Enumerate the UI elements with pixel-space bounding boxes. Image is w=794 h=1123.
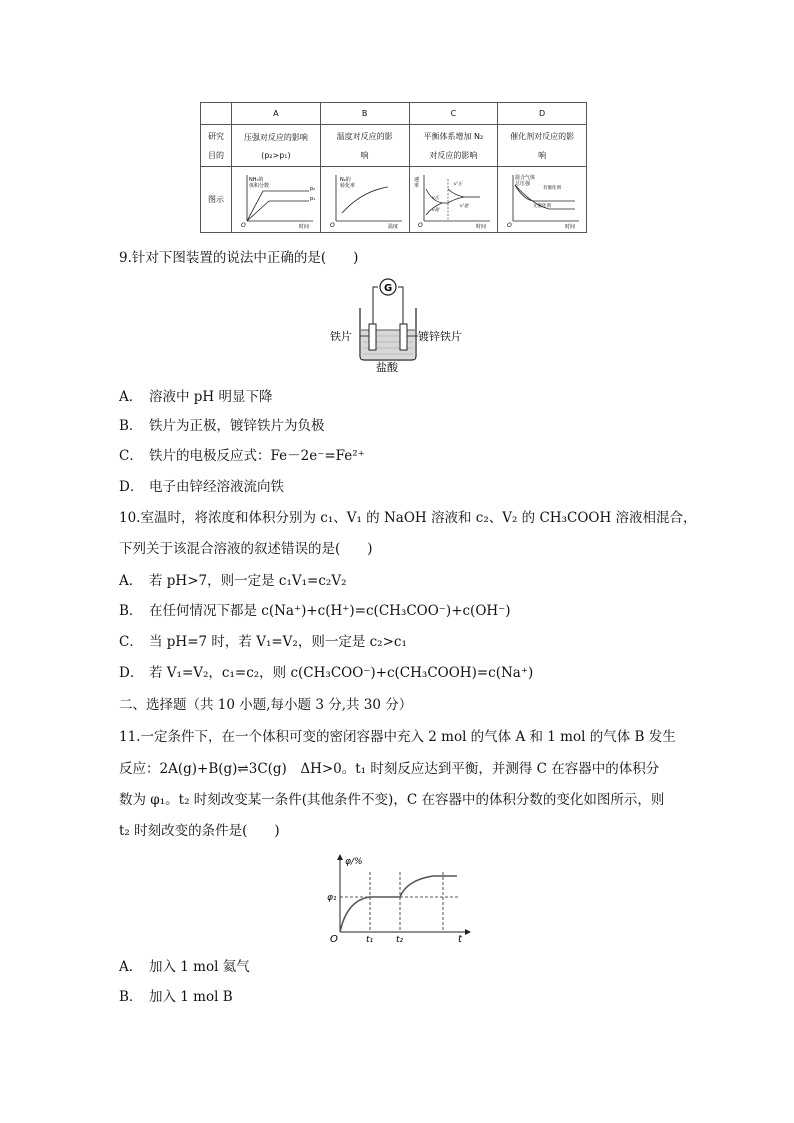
section-heading: 二、选择题（共 10 小题,每小题 3 分,共 30 分） (119, 697, 413, 713)
q11-origin: O (330, 934, 338, 945)
right-electrode-label: 镀锌铁片 (418, 330, 462, 343)
graph-d-ylabel2: 总压强 (515, 180, 531, 187)
purpose-d-line2: 响 (538, 150, 547, 160)
option-label: C． (119, 634, 143, 650)
graph-c-ylabel1: 速 (414, 176, 420, 183)
purpose-b (320, 125, 409, 167)
option-label: A． (119, 573, 143, 589)
purpose-b-line1: 温度对反应的影 (336, 131, 393, 141)
table-header-b: B (320, 103, 409, 125)
purpose-c-line1: 平衡体系增加 N₂ (423, 131, 484, 141)
graph-c-cell (409, 167, 498, 233)
graph-c-vpos1: v正 (432, 195, 440, 201)
q9-stem: 9.针对下图装置的说法中正确的是( ) (119, 250, 359, 266)
graph-a-xlabel: 时间 (298, 223, 309, 229)
option-text: 若 V₁=V₂，c₁=c₂，则 c(CH₃COO⁻)+c(CH₃COOH)=c(Na⁺) (149, 665, 534, 681)
graph-d-curve2-label: 无催化剂 (533, 203, 552, 209)
option-text: 加入 1 mol 氦气 (149, 959, 250, 975)
graph-d-xlabel: 时间 (565, 223, 576, 229)
table-header-corner (201, 103, 232, 125)
graph-b-origin: O (329, 221, 335, 229)
q11-ytick-phi1: φ₁ (327, 893, 337, 903)
graph-d (499, 169, 585, 229)
q10-option-c (119, 632, 407, 652)
graph-a-curve2-label: p₁ (309, 195, 316, 202)
q11-stem-line4: t₂ 时刻改变的条件是( ) (119, 823, 280, 839)
option-text: 电子由锌经溶液流向铁 (149, 479, 284, 495)
purpose-b-line2: 响 (360, 150, 369, 160)
graph-d-curve1-label: 有催化剂 (543, 185, 562, 191)
graph-a-curve1-label: p₂ (309, 185, 316, 192)
option-text: 溶液中 pH 明显下降 (149, 389, 273, 405)
graph-b-xlabel: 温度 (387, 223, 398, 229)
option-text: 加入 1 mol B (149, 989, 233, 1005)
graph-d-cell (498, 167, 587, 233)
q11-stem-line1: 11.一定条件下，在一个体积可变的密闭容器中充入 2 mol 的气体 A 和 1 mol 的气体 B 发生 (119, 729, 676, 745)
q10-stem-line2: 下列关于该混合溶液的叙述错误的是( ) (119, 541, 373, 557)
q9-option-a (119, 387, 273, 407)
q10-stem-line1: 10.室温时，将浓度和体积分别为 c₁、V₁ 的 NaOH 溶液和 c₂、V₂ 的 CH₃COOH 溶液相混合， (119, 510, 697, 526)
purpose-a (232, 125, 321, 167)
option-text: 当 pH=7 时，若 V₁=V₂，则一定是 c₂>c₁ (149, 634, 407, 650)
graph-a-ylabel2: 体积分数 (248, 182, 269, 189)
graph-c-vrev1: v逆 (432, 207, 440, 213)
option-label: B． (119, 989, 143, 1005)
graph-c-ylabel2: 率 (414, 182, 420, 189)
purpose-a-line2: (p₂>p₁) (261, 150, 291, 160)
graph-c-xlabel: 时间 (476, 223, 487, 229)
graph-c-origin: O (418, 221, 424, 229)
option-text: 若 pH>7，则一定是 c₁V₁=c₂V₂ (149, 573, 347, 589)
graph-b-ylabel1: N₂的 (339, 176, 351, 183)
graph-b-ylabel2: 转化率 (339, 182, 355, 189)
q11-option-b (119, 987, 233, 1007)
q9-apparatus-figure (330, 276, 470, 372)
q9-option-c (119, 446, 365, 466)
purpose-c-line2: 对反应的影响 (429, 150, 478, 160)
q11-option-a (119, 957, 250, 977)
graph-c-vrev2: v'逆 (460, 203, 469, 209)
row-label-graphs: 图示 (201, 167, 232, 233)
graph-a-cell (232, 167, 321, 233)
purpose-a-line1: 压强对反应的影响 (243, 132, 308, 142)
option-label: B． (119, 603, 143, 619)
purpose-d (498, 125, 587, 167)
graph-c-vpos2: v'正 (454, 181, 463, 187)
table-header-c: C (409, 103, 498, 125)
q11-ylabel: φ/% (345, 857, 363, 867)
q11-xlabel: t (458, 934, 462, 945)
left-electrode-label: 铁片 (330, 330, 352, 343)
graph-d-ylabel1: 混合气体 (515, 174, 536, 181)
graph-c (410, 169, 496, 229)
q10-option-d (119, 663, 533, 683)
option-label: B． (119, 418, 143, 434)
table-header-a: A (232, 103, 321, 125)
row-label-line2: 目的 (208, 150, 224, 160)
q11-stem-line2: 反应：2A(g)+B(g)⇌3C(g) ΔH>0。t₁ 时刻反应达到平衡，并测得 C 在容器中的体积分 (119, 761, 660, 777)
graph-a (233, 169, 319, 229)
purpose-d-line1: 催化剂对反应的影 (510, 131, 575, 141)
graph-b-cell (320, 167, 409, 233)
option-label: A． (119, 389, 143, 405)
q9-option-b (119, 416, 325, 436)
q11-t1-label: t₁ (366, 935, 374, 945)
graph-b (322, 169, 408, 229)
option-text: 铁片的电极反应式：Fe－2e⁻=Fe²⁺ (149, 448, 365, 464)
q11-graph (325, 850, 475, 946)
q11-t2-label: t₂ (396, 935, 404, 945)
galvanometer-label: G (384, 283, 393, 294)
option-label: A． (119, 959, 143, 975)
option-text: 铁片为正极，镀锌铁片为负极 (149, 418, 325, 434)
solution-label: 盐酸 (376, 361, 398, 372)
q9-option-d (119, 477, 284, 497)
purpose-c (409, 125, 498, 167)
option-label: D． (119, 479, 144, 495)
q8-table (200, 102, 587, 233)
graph-a-origin: O (240, 221, 246, 229)
graph-a-ylabel1: NH₃的 (248, 176, 264, 183)
row-label-purpose (201, 125, 232, 167)
option-label: D． (119, 665, 144, 681)
table-header-d: D (498, 103, 587, 125)
option-label: C． (119, 448, 143, 464)
row-label-line1: 研究 (208, 131, 224, 141)
option-text: 在任何情况下都是 c(Na⁺)+c(H⁺)=c(CH₃COO⁻)+c(OH⁻) (149, 603, 511, 619)
q11-stem-line3: 数为 φ₁。t₂ 时刻改变某一条件(其他条件不变)，C 在容器中的体积分数的变化如图所示，则 (119, 792, 665, 808)
q10-option-b (119, 601, 511, 621)
q10-option-a (119, 571, 346, 591)
graph-d-origin: O (507, 221, 512, 229)
